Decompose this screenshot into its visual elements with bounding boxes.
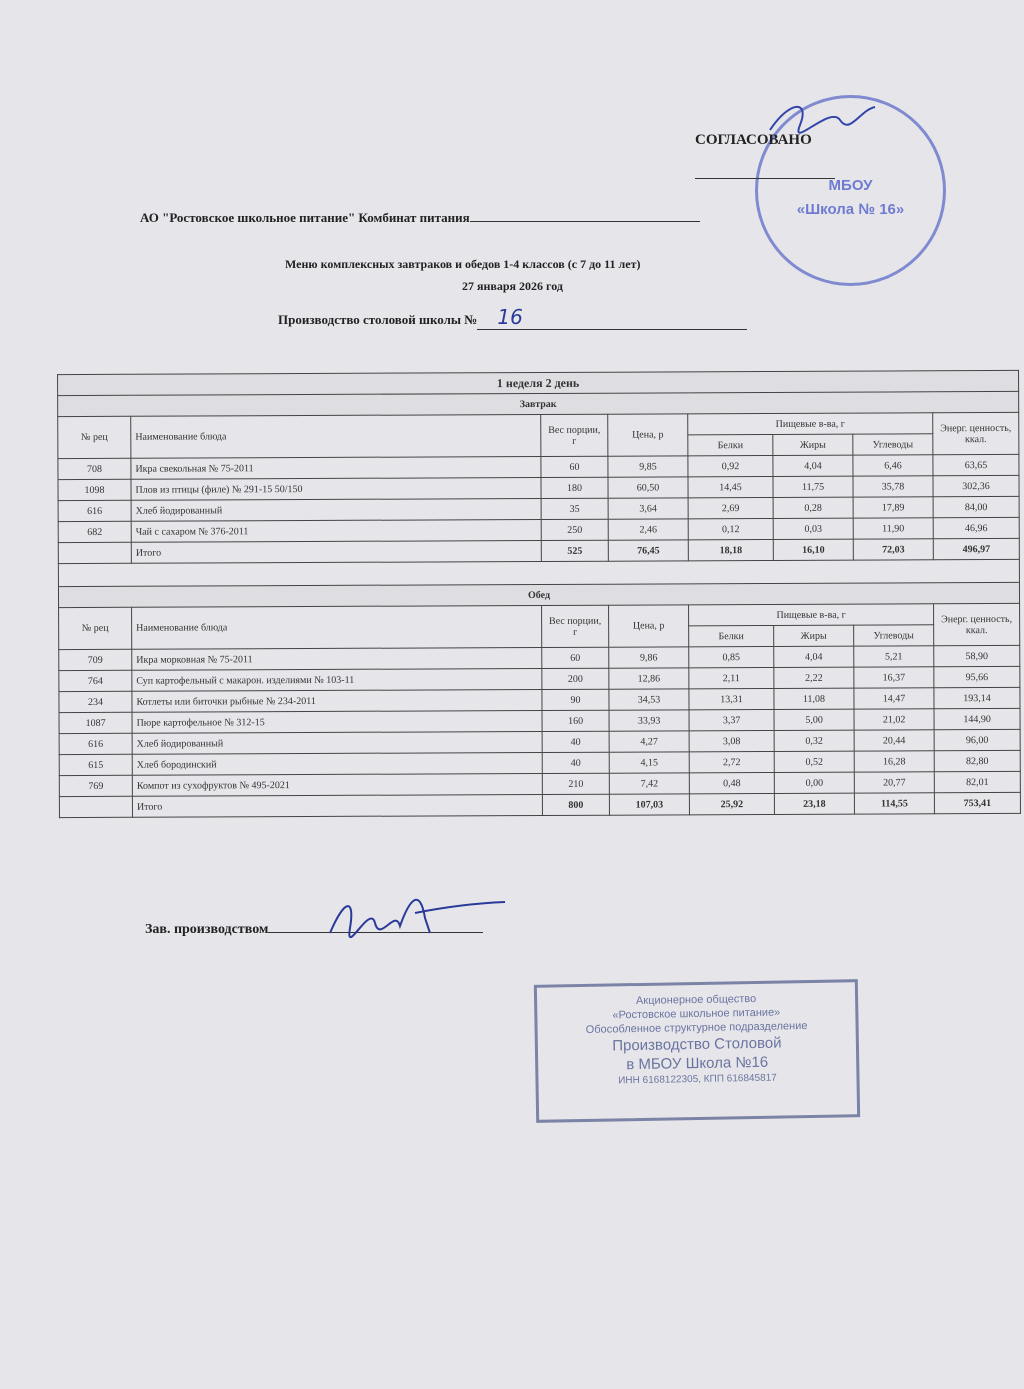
- header-name: Наименование блюда: [131, 414, 541, 458]
- table-cell: Компот из сухофруктов № 495-2021: [132, 773, 542, 796]
- table-cell: 17,89: [853, 497, 933, 518]
- table-cell: Плов из птицы (филе) № 291-15 50/150: [131, 477, 541, 500]
- table-cell: 40: [542, 752, 609, 773]
- table-cell: 302,36: [933, 475, 1019, 496]
- table-cell: 20,44: [854, 730, 934, 751]
- org-text: АО "Ростовское школьное питание" Комбинат питания: [140, 210, 470, 225]
- table-cell: 0,52: [774, 751, 854, 772]
- table-cell: 7,42: [609, 773, 689, 794]
- table-cell: 12,86: [609, 668, 689, 689]
- header-nutrients: Пищевые в-ва, г: [688, 413, 933, 435]
- table-cell: 0,48: [689, 772, 774, 793]
- table-cell: 18,18: [688, 539, 773, 560]
- table-cell: 800: [542, 794, 609, 815]
- table-cell: 200: [542, 668, 609, 689]
- stamp-text: Обособленное структурное подразделение: [585, 1020, 808, 1036]
- manager-label: Зав. производством: [145, 922, 269, 937]
- table-cell: 616: [58, 500, 131, 521]
- table-cell: 63,65: [933, 454, 1019, 475]
- table-cell: 60: [541, 456, 608, 477]
- table-cell: [59, 796, 132, 817]
- table-cell: 9,86: [609, 647, 689, 668]
- approval-label: СОГЛАСОВАНО: [695, 132, 812, 148]
- table-cell: 0,28: [773, 497, 853, 518]
- table-cell: 35,78: [853, 476, 933, 497]
- table-cell: 3,64: [608, 498, 688, 519]
- table-cell: 46,96: [933, 517, 1019, 538]
- stamp-text: МБОУ: [828, 177, 873, 194]
- table-cell: Котлеты или биточки рыбные № 234-2011: [132, 689, 542, 712]
- header-energy: Энерг. ценность, ккал.: [934, 603, 1020, 645]
- table-cell: Хлеб бородинский: [132, 752, 542, 775]
- stamp-text: в МБОУ Школа №16: [626, 1053, 769, 1074]
- header-weight: Вес порции, г: [541, 414, 608, 456]
- table-cell: 3,37: [689, 709, 774, 730]
- table-cell: 160: [542, 710, 609, 731]
- stamp-text: Производство Столовой: [612, 1034, 782, 1055]
- menu-date: 27 января 2026 год: [462, 279, 563, 293]
- header-energy: Энерг. ценность, ккал.: [933, 412, 1019, 454]
- table-cell: 21,02: [854, 709, 934, 730]
- table-cell: 13,31: [689, 688, 774, 709]
- section-title: Завтрак: [58, 391, 1019, 416]
- header-fat: Жиры: [774, 625, 854, 646]
- table-cell: 2,11: [689, 667, 774, 688]
- header-nutrients: Пищевые в-ва, г: [689, 604, 934, 626]
- table-cell: 60,50: [608, 477, 688, 498]
- school-number: 16: [477, 305, 747, 330]
- organization: [140, 210, 700, 226]
- rectangular-stamp: [534, 979, 860, 1123]
- table-cell: Чай с сахаром № 376-2011: [131, 519, 541, 542]
- table-cell: 180: [541, 477, 608, 498]
- table-cell: Икра свекольная № 75-2011: [131, 456, 541, 479]
- table-cell: 234: [59, 691, 132, 712]
- table-cell: 82,01: [934, 771, 1020, 792]
- menu-table: [57, 370, 1021, 818]
- table-cell: 40: [542, 731, 609, 752]
- table-cell: 76,45: [608, 540, 688, 561]
- stamp-text: ИНН 6168122305, КПП 616845817: [618, 1072, 777, 1087]
- week-day-title: 1 неделя 2 день: [58, 370, 1019, 395]
- menu-title: Меню комплексных завтраков и обедов 1-4 классов (с 7 до 11 лет): [285, 257, 641, 271]
- table-cell: 708: [58, 458, 131, 479]
- header-rec: № рец: [59, 607, 132, 649]
- table-cell: 34,53: [609, 689, 689, 710]
- table-cell: 0,92: [688, 455, 773, 476]
- table-cell: 764: [59, 670, 132, 691]
- table-cell: 4,04: [774, 646, 854, 667]
- table-cell: 2,22: [774, 667, 854, 688]
- table-cell: Суп картофельный с макарон. изделиями № 103-11: [132, 668, 542, 691]
- table-cell: 58,90: [934, 645, 1020, 666]
- table-cell: Пюре картофельное № 312-15: [132, 710, 542, 733]
- table-cell: 0,03: [773, 518, 853, 539]
- table-cell: 14,47: [854, 688, 934, 709]
- table-cell: 769: [59, 775, 132, 796]
- table-cell: 9,85: [608, 456, 688, 477]
- table-cell: 4,15: [609, 752, 689, 773]
- table-cell: 193,14: [934, 687, 1020, 708]
- table-cell: 11,90: [853, 518, 933, 539]
- table-cell: 3,08: [689, 730, 774, 751]
- table-cell: 2,72: [689, 751, 774, 772]
- table-cell: 72,03: [853, 539, 933, 560]
- table-cell: 615: [59, 754, 132, 775]
- table-cell: 1087: [59, 712, 132, 733]
- table-cell: 616: [59, 733, 132, 754]
- table-cell: 33,93: [609, 710, 689, 731]
- header-carbs: Углеводы: [854, 625, 934, 646]
- table-cell: 4,04: [773, 455, 853, 476]
- table-cell: 0,12: [688, 518, 773, 539]
- table-cell: 84,00: [933, 496, 1019, 517]
- table-cell: Хлеб йодированный: [131, 498, 541, 521]
- table-cell: 5,21: [854, 646, 934, 667]
- header-price: Цена, р: [609, 605, 689, 647]
- table-cell: 90: [542, 689, 609, 710]
- header-price: Цена, р: [608, 414, 688, 456]
- table-cell: 0,00: [774, 772, 854, 793]
- org-line: [470, 221, 700, 222]
- table-cell: 20,77: [854, 772, 934, 793]
- table-cell: Икра морковная № 75-2011: [132, 647, 542, 670]
- table-cell: Итого: [132, 794, 542, 817]
- table-cell: 107,03: [609, 794, 689, 815]
- table-cell: 2,46: [608, 519, 688, 540]
- stamp-text: «Школа № 16»: [796, 201, 905, 218]
- header-carbs: Углеводы: [853, 434, 933, 455]
- table-cell: 682: [58, 521, 131, 542]
- approval-signature: [760, 95, 880, 145]
- total-row: [59, 792, 1020, 817]
- header-protein: Белки: [689, 625, 774, 646]
- table-cell: 96,00: [934, 729, 1020, 750]
- table-cell: 525: [541, 540, 608, 561]
- header-protein: Белки: [688, 434, 773, 455]
- manager-signature: [320, 888, 510, 943]
- header-fat: Жиры: [773, 434, 853, 455]
- table-cell: 210: [542, 773, 609, 794]
- table-cell: 496,97: [933, 538, 1019, 559]
- production-line: [278, 305, 747, 330]
- header-weight: Вес порции, г: [542, 605, 609, 647]
- table-cell: 11,75: [773, 476, 853, 497]
- table-cell: 14,45: [688, 476, 773, 497]
- table-cell: 35: [541, 498, 608, 519]
- table-cell: [58, 542, 131, 563]
- table-cell: 23,18: [774, 793, 854, 814]
- stamp-text: Акционерное общество: [635, 992, 757, 1008]
- table-cell: 709: [59, 649, 132, 670]
- stamp-text: «Ростовское школьное питание»: [612, 1006, 781, 1022]
- approval-line: [695, 178, 835, 179]
- table-cell: 95,66: [934, 666, 1020, 687]
- table-cell: 25,92: [689, 793, 774, 814]
- table-cell: 11,08: [774, 688, 854, 709]
- table-cell: 0,32: [774, 730, 854, 751]
- table-cell: 2,69: [688, 497, 773, 518]
- table-cell: 4,27: [609, 731, 689, 752]
- table-cell: 82,80: [934, 750, 1020, 771]
- table-cell: 5,00: [774, 709, 854, 730]
- table-cell: Хлеб йодированный: [132, 731, 542, 754]
- header-rec: № рец: [58, 416, 131, 458]
- table-cell: 16,10: [773, 539, 853, 560]
- production-label: Производство столовой школы №: [278, 312, 478, 327]
- table-cell: 144,90: [934, 708, 1020, 729]
- table-cell: 16,37: [854, 667, 934, 688]
- table-cell: 250: [541, 519, 608, 540]
- table-cell: 16,28: [854, 751, 934, 772]
- table-cell: Итого: [131, 540, 541, 563]
- table-cell: 1098: [58, 479, 131, 500]
- header-name: Наименование блюда: [132, 605, 542, 649]
- table-cell: 0,85: [689, 646, 774, 667]
- table-cell: 6,46: [853, 455, 933, 476]
- table-cell: 114,55: [854, 793, 934, 814]
- section-title: Обед: [58, 582, 1019, 607]
- table-cell: 753,41: [934, 792, 1020, 813]
- table-cell: 60: [542, 647, 609, 668]
